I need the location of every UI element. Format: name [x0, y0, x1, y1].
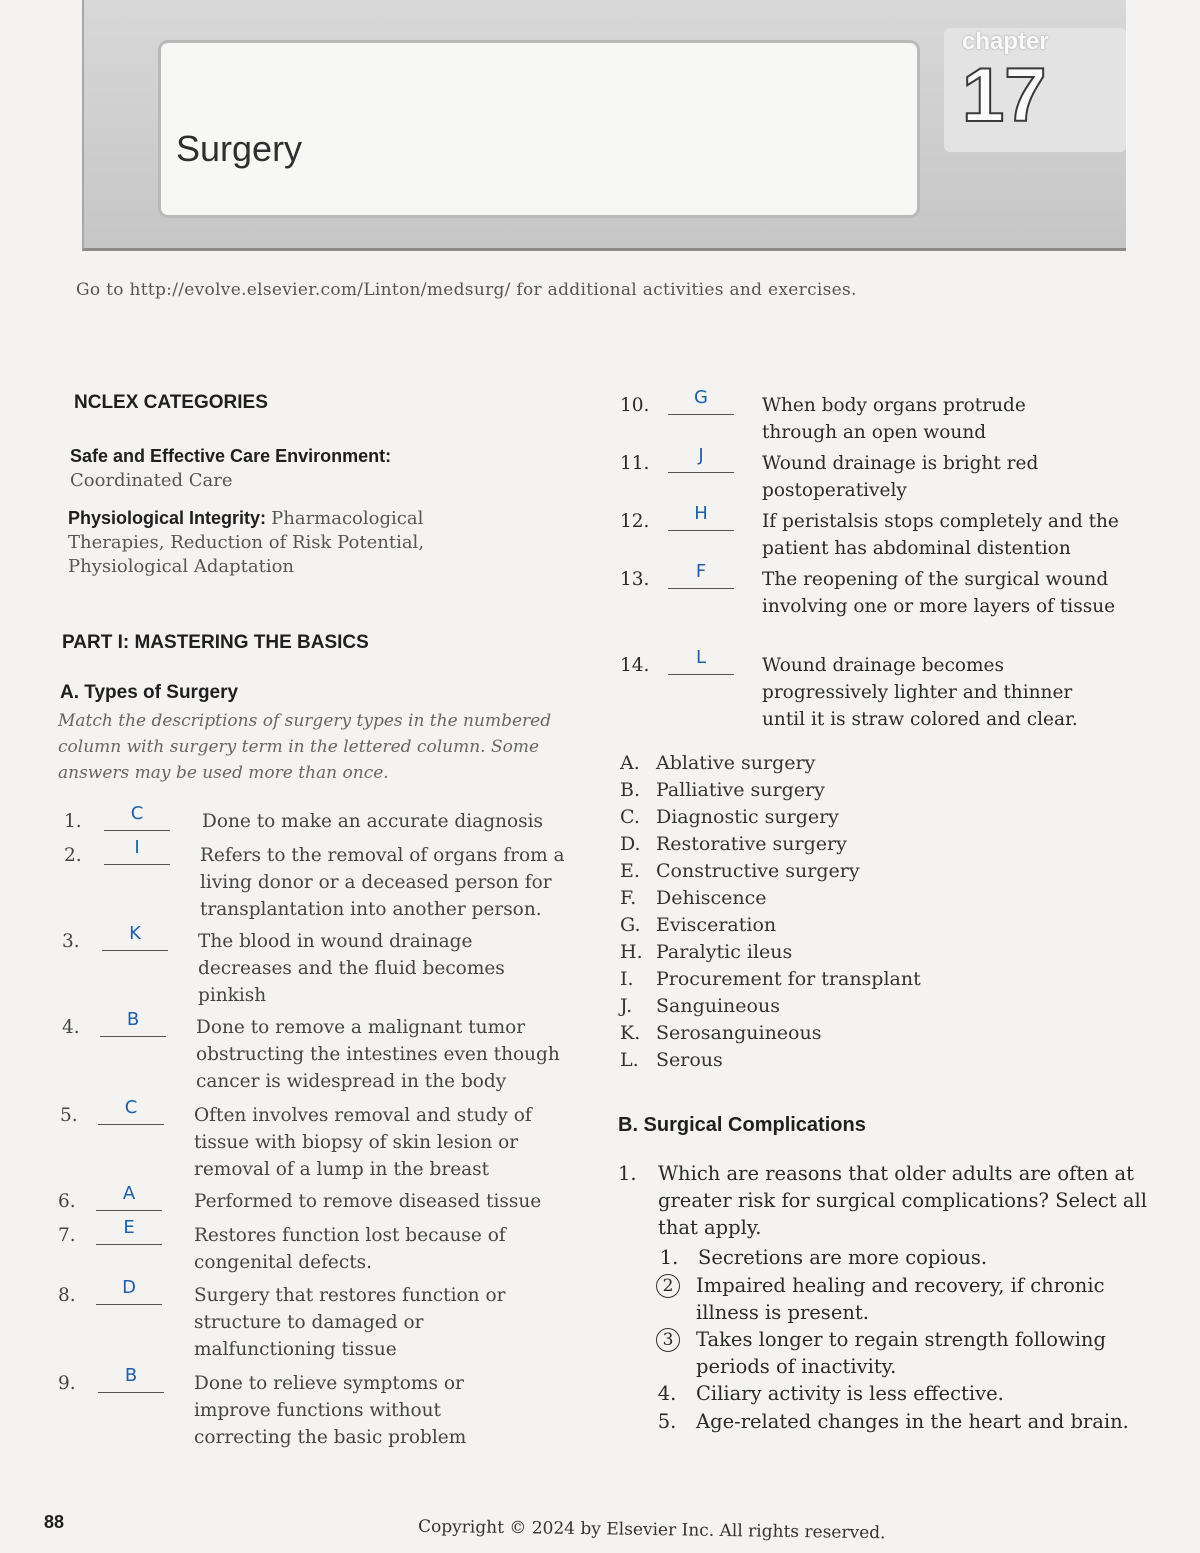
option-number-circled: 3	[656, 1328, 680, 1352]
item-number: 14.	[620, 655, 650, 676]
item-number: 10.	[620, 395, 650, 416]
question-text: Which are reasons that older adults are often at greater risk for surgical complications? Select all that apply.	[658, 1162, 1147, 1239]
choice-letter: I.	[620, 968, 634, 990]
option-number: 5.	[657, 1410, 677, 1433]
handwritten-answer: C	[130, 803, 144, 824]
item-text: Refers to the removal of organs from a living donor or a deceased person for transplantation into another person.	[200, 845, 565, 920]
choice-row	[620, 1020, 950, 1047]
choice-term: Ablative surgery	[656, 752, 816, 774]
item-number: 5.	[60, 1105, 78, 1126]
handwritten-answer: J	[698, 445, 704, 466]
part-heading: PART I: MASTERING THE BASICS	[62, 632, 369, 653]
handwritten-answer: D	[122, 1277, 136, 1298]
answer-blank[interactable]	[668, 503, 734, 531]
choice-term: Serous	[656, 1049, 723, 1071]
choice-term: Dehiscence	[656, 887, 767, 909]
choice-letter: G.	[620, 914, 641, 936]
handwritten-answer: B	[124, 1365, 138, 1386]
answer-blank[interactable]	[96, 1183, 162, 1211]
answer-blank[interactable]	[98, 1097, 164, 1125]
handwritten-answer: C	[124, 1097, 138, 1118]
choice-letter: E.	[620, 860, 640, 882]
item-number: 12.	[620, 511, 650, 532]
nclex-category-2	[68, 506, 498, 579]
handwritten-answer: A	[122, 1183, 136, 1204]
handwritten-answer: B	[126, 1009, 140, 1030]
item-text: Performed to remove diseased tissue	[194, 1191, 542, 1212]
handwritten-answer: E	[123, 1217, 135, 1238]
choice-row	[620, 912, 950, 939]
section-a-heading: A. Types of Surgery	[60, 682, 239, 703]
handwritten-answer: L	[695, 647, 707, 668]
choice-term: Constructive surgery	[656, 860, 860, 882]
choice-row	[620, 966, 950, 993]
choice-row	[620, 804, 950, 831]
item-number: 11.	[620, 453, 650, 474]
category-text: Coordinated Care	[70, 470, 233, 491]
choice-term: Diagnostic surgery	[656, 806, 839, 828]
option-text: Takes longer to regain strength following periods of inactivity.	[696, 1328, 1106, 1378]
nclex-category-1	[70, 444, 490, 493]
item-number: 8.	[58, 1285, 76, 1306]
question-number: 1.	[618, 1162, 637, 1185]
option-number: 4.	[657, 1382, 677, 1405]
answer-blank[interactable]	[102, 923, 168, 951]
choice-letter: H.	[620, 941, 643, 963]
choice-letter: K.	[620, 1022, 641, 1044]
item-text: The blood in wound drainage decreases and the fluid becomes pinkish	[198, 931, 505, 1006]
item-number: 2.	[64, 845, 82, 866]
handwritten-answer: H	[694, 503, 708, 524]
choice-term: Restorative surgery	[656, 833, 847, 855]
choice-row	[620, 885, 950, 912]
item-number: 9.	[58, 1373, 76, 1394]
choice-row	[620, 939, 950, 966]
item-text: Restores function lost because of congenital defects.	[194, 1225, 506, 1273]
choice-term: Procurement for transplant	[656, 968, 921, 990]
option-text: Secretions are more copious.	[698, 1246, 988, 1269]
item-text: Done to relieve symptoms or improve functions without correcting the basic problem	[194, 1373, 467, 1448]
answer-blank[interactable]	[96, 1277, 162, 1305]
option-number-circled: 2	[656, 1274, 680, 1298]
page-number: 88	[44, 1512, 65, 1532]
option-text: Ciliary activity is less effective.	[696, 1382, 1004, 1405]
item-number: 4.	[62, 1017, 80, 1038]
chapter-number: 17	[962, 53, 1047, 138]
item-number: 3.	[62, 931, 80, 952]
category-label: Physiological Integrity:	[68, 508, 267, 528]
page-title: Surgery	[176, 128, 303, 169]
item-text: The reopening of the surgical wound involving one or more layers of tissue	[762, 569, 1116, 617]
handwritten-answer: I	[134, 837, 140, 858]
answer-blank[interactable]	[668, 561, 734, 589]
choice-letter: B.	[620, 779, 641, 801]
item-number: 6.	[58, 1191, 76, 1212]
choice-row	[620, 858, 950, 885]
item-text: Wound drainage is bright red postoperatively	[762, 453, 1039, 501]
item-text: Done to remove a malignant tumor obstructing the intestines even though cancer is widespread in the body	[196, 1017, 560, 1092]
handwritten-answer: K	[129, 923, 141, 944]
choice-letter: F.	[620, 887, 637, 909]
item-text: Done to make an accurate diagnosis	[202, 811, 543, 832]
answer-blank[interactable]	[668, 387, 734, 415]
chapter-label: chapter	[962, 28, 1049, 55]
choice-row	[620, 831, 950, 858]
item-text: Surgery that restores function or structure to damaged or malfunctioning tissue	[194, 1285, 506, 1360]
choice-letter: C.	[620, 806, 640, 828]
nclex-heading: NCLEX CATEGORIES	[74, 392, 268, 413]
handwritten-answer: G	[694, 387, 708, 408]
choice-term: Palliative surgery	[656, 779, 825, 801]
choice-term: Paralytic ileus	[656, 941, 793, 963]
item-number: 1.	[64, 811, 82, 832]
choice-letter: A.	[620, 752, 640, 774]
choice-term: Serosanguineous	[656, 1022, 822, 1044]
choice-row	[620, 777, 950, 804]
answer-blank[interactable]	[668, 445, 734, 473]
item-text: When body organs protrude through an open wound	[762, 395, 1026, 443]
section-a-instructions: Match the descriptions of surgery types in the numbered column with surgery term in the lettered column. Some answers may be used more than once.	[58, 711, 552, 783]
option-text: Impaired healing and recovery, if chronic illness is present.	[696, 1274, 1105, 1324]
answer-blank[interactable]	[104, 837, 170, 865]
option-text: Age-related changes in the heart and brain.	[696, 1410, 1129, 1433]
choice-letter: D.	[620, 833, 641, 855]
handwritten-answer: F	[695, 561, 707, 582]
answer-blank[interactable]	[98, 1365, 164, 1393]
answer-blank[interactable]	[668, 647, 734, 675]
answer-blank[interactable]	[100, 1009, 166, 1037]
item-number: 7.	[58, 1225, 76, 1246]
choice-row	[620, 993, 950, 1020]
category-text: Pharmacological Therapies, Reduction of Risk Potential, Physiological Adaptation	[68, 508, 425, 577]
item-number: 13.	[620, 569, 650, 590]
choice-letter: L.	[620, 1049, 639, 1071]
answer-blank[interactable]	[96, 1217, 162, 1245]
copyright: Copyright © 2024 by Elsevier Inc. All rights reserved.	[417, 1516, 886, 1544]
choice-term: Evisceration	[656, 914, 777, 936]
answer-blank[interactable]	[104, 803, 170, 831]
item-text: If peristalsis stops completely and the patient has abdominal distention	[762, 511, 1119, 559]
choice-letter: J.	[620, 995, 633, 1017]
evolve-note: Go to http://evolve.elsevier.com/Linton/medsurg/ for additional activities and exercises.	[76, 280, 857, 300]
choice-row	[620, 750, 950, 777]
choice-row	[620, 1047, 950, 1074]
choice-term: Sanguineous	[656, 995, 780, 1017]
lettered-column	[620, 750, 950, 1074]
item-text: Often involves removal and study of tissue with biopsy of skin lesion or removal of a lump in the breast	[194, 1105, 532, 1180]
category-label: Safe and Effective Care Environment:	[70, 446, 392, 466]
section-b-heading: B. Surgical Complications	[618, 1114, 866, 1136]
option-number: 1.	[659, 1246, 679, 1269]
item-text: Wound drainage becomes progressively lighter and thinner until it is straw colored and clear.	[762, 655, 1078, 730]
